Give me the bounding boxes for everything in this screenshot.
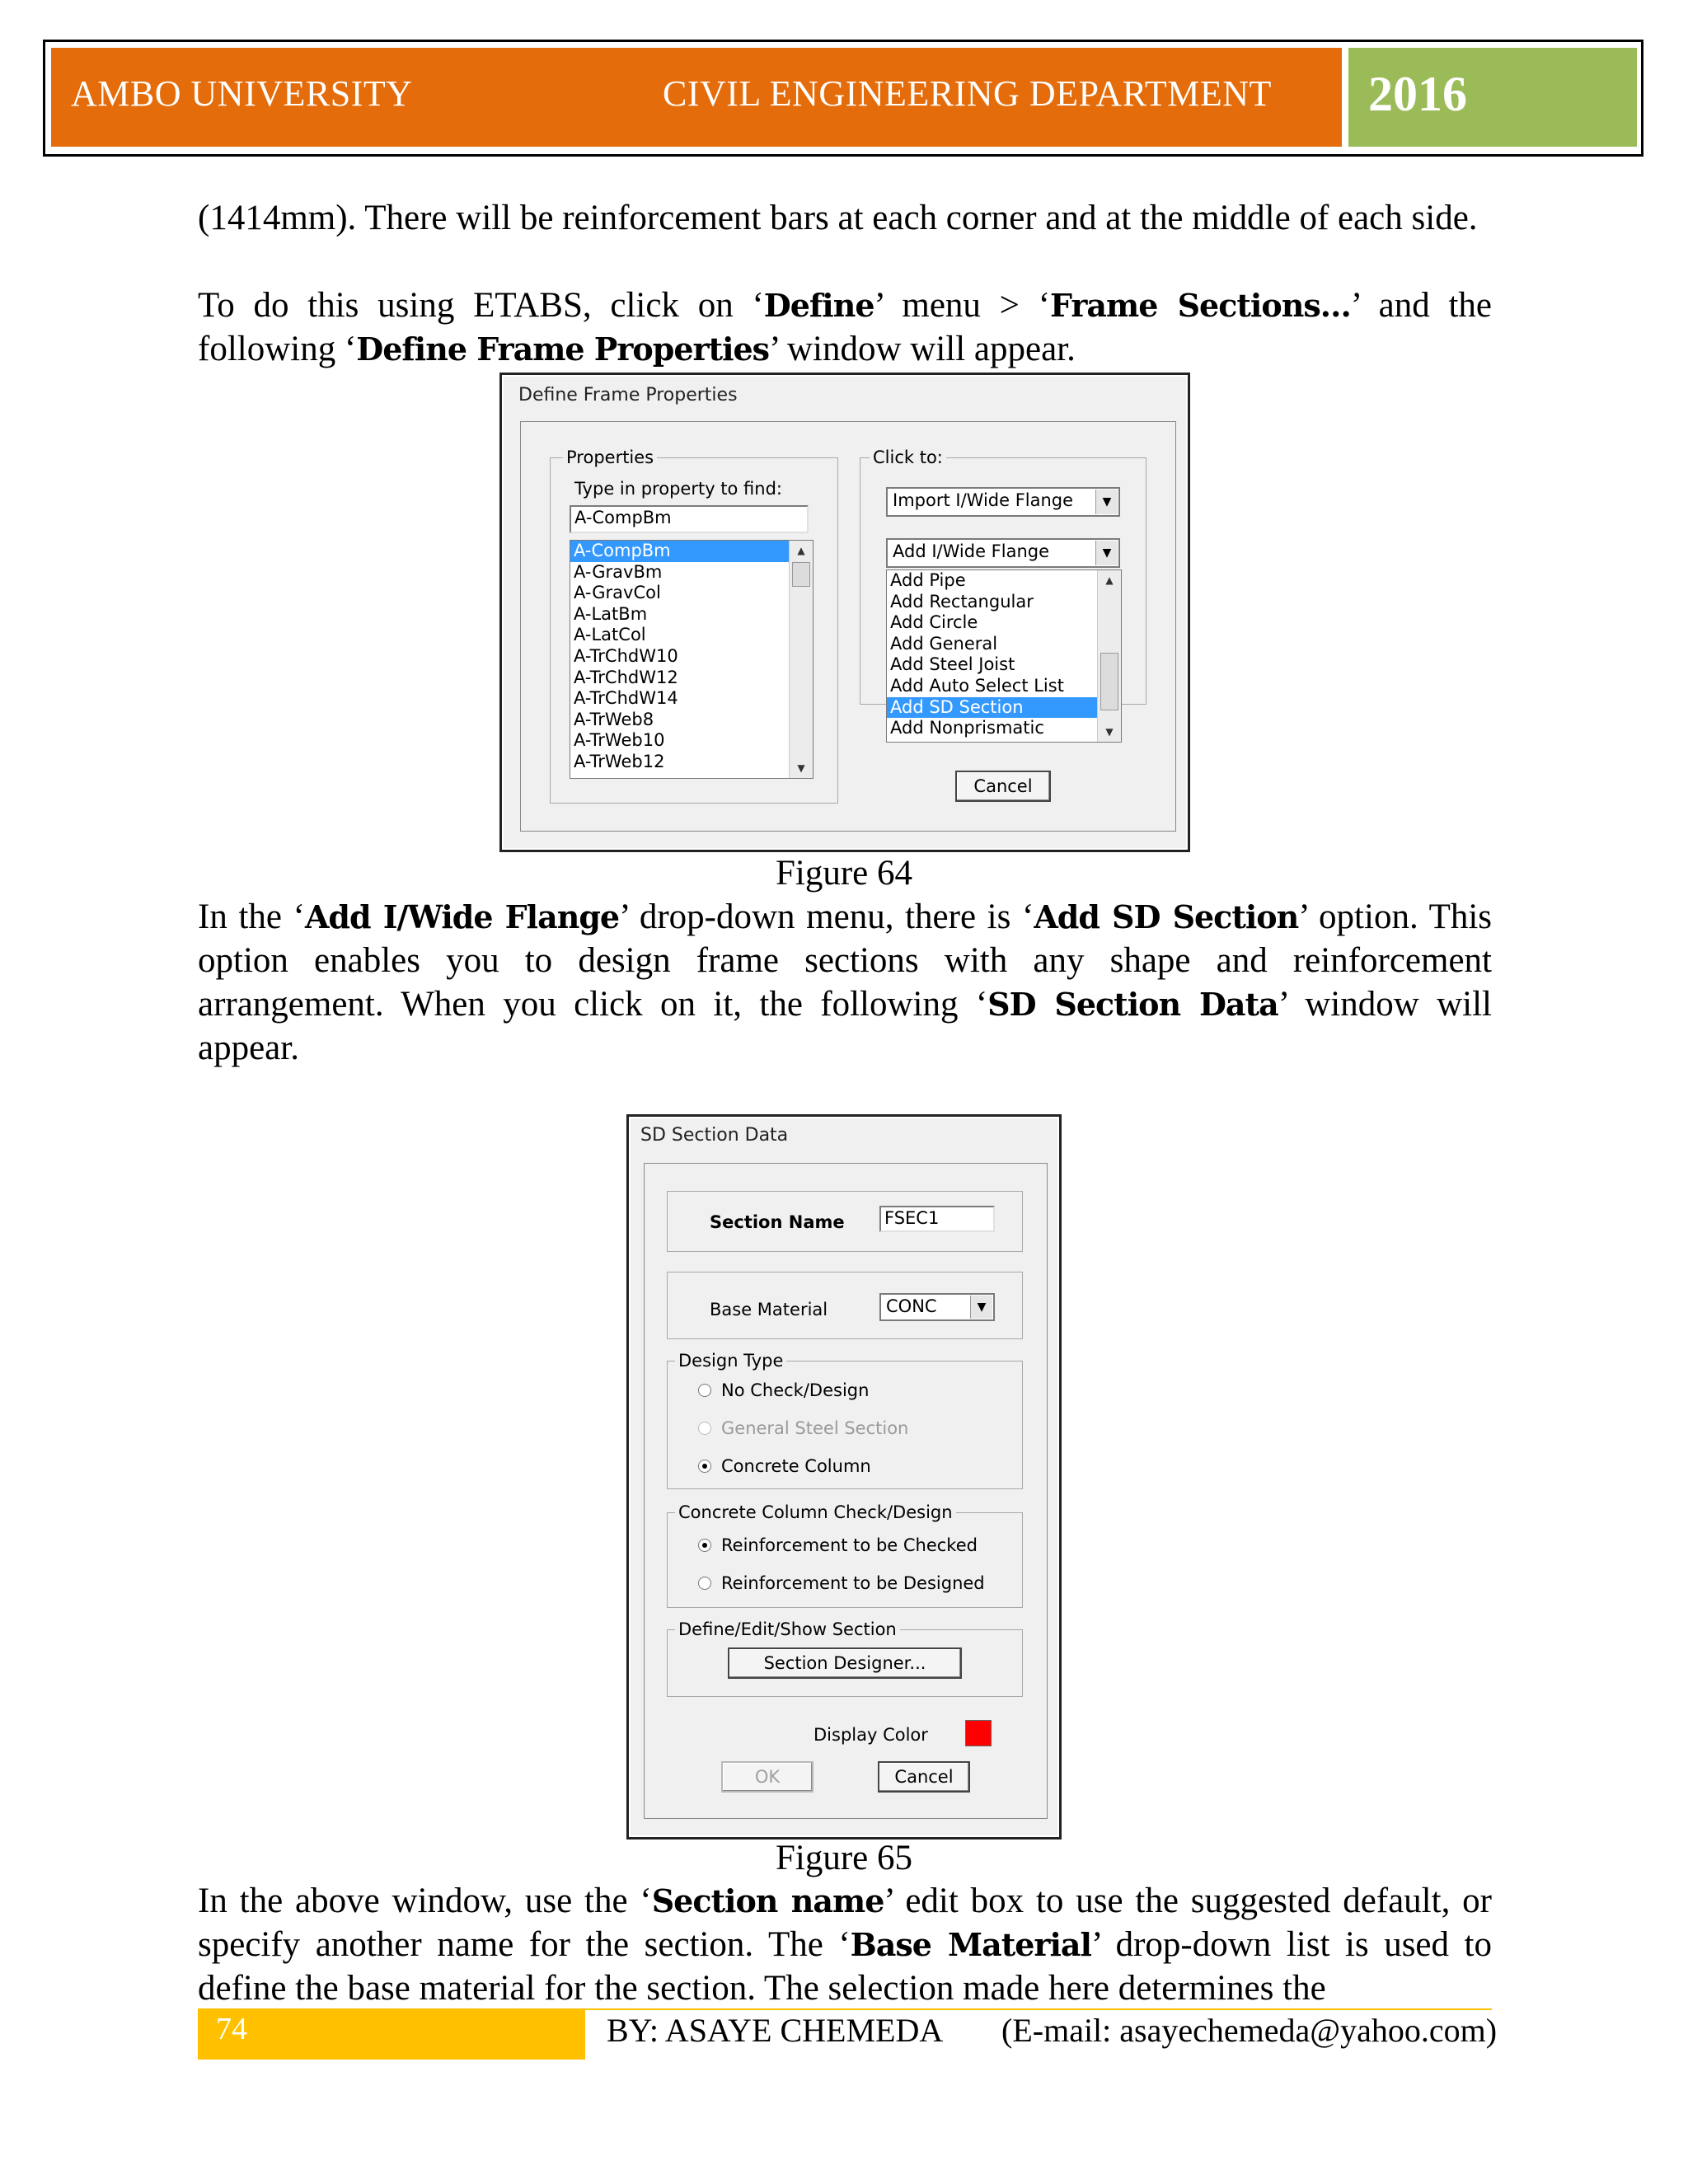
- text-run: In the ‘: [198, 898, 305, 936]
- list-item[interactable]: A-GravBm: [574, 561, 663, 582]
- radio-icon[interactable]: [698, 1422, 711, 1435]
- list-item[interactable]: A-LatCol: [574, 625, 646, 645]
- section-name-input[interactable]: FSEC1: [879, 1206, 995, 1232]
- header-year: 2016: [1368, 67, 1467, 121]
- scroll-down-icon[interactable]: ▼: [1105, 726, 1114, 738]
- chevron-down-icon[interactable]: ▼: [970, 1296, 992, 1319]
- text-run: ’ drop-down list is used to define the base material for the section. The selection made here determines the: [198, 1925, 1493, 2008]
- radio-icon[interactable]: [698, 1460, 711, 1473]
- base-material-value: CONC: [886, 1296, 937, 1316]
- dropdown-option[interactable]: Add Steel Joist: [890, 654, 1015, 675]
- add-shape-dropdown-list[interactable]: [886, 569, 1122, 743]
- scroll-up-icon[interactable]: ▲: [1105, 574, 1114, 586]
- dropdown-option[interactable]: Add General: [890, 633, 998, 654]
- text-run: ’ menu > ‘: [874, 286, 1051, 325]
- list-item[interactable]: A-CompBm: [570, 541, 790, 562]
- radio-reinforcement-designed[interactable]: [698, 1573, 985, 1593]
- section-designer-button[interactable]: Section Designer...: [728, 1647, 962, 1679]
- cancel-button[interactable]: Cancel: [955, 771, 1051, 802]
- radio-icon[interactable]: [698, 1539, 711, 1552]
- text-run: ’ option. This option enables you to design frame sections with any shape and reinforcement arrangement. When you click on it, the following ‘: [198, 898, 1493, 1024]
- radio-label: No Check/Design: [721, 1380, 870, 1400]
- import-combo-value: Import I/Wide Flange: [893, 490, 1074, 510]
- text-run: To do this using ETABS, click on ‘: [198, 286, 764, 325]
- bold-section-name: Section name: [651, 1882, 884, 1919]
- paragraph-section-name: [198, 1879, 1492, 2010]
- display-color-label: Display Color: [814, 1725, 928, 1745]
- column-check-label: Concrete Column Check/Design: [675, 1502, 956, 1522]
- text-run: ’ window will appear.: [198, 985, 1492, 1067]
- define-frame-properties-window: [499, 373, 1190, 852]
- ok-button[interactable]: OK: [721, 1761, 814, 1793]
- radio-reinforcement-checked[interactable]: [698, 1535, 978, 1555]
- design-type-label: Design Type: [675, 1351, 786, 1371]
- add-shape-options: [887, 570, 1121, 739]
- radio-label: General Steel Section: [721, 1418, 909, 1438]
- scroll-thumb[interactable]: [792, 562, 810, 587]
- radio-concrete-column[interactable]: [698, 1456, 871, 1476]
- bold-define-frame-properties: Define Frame Properties: [356, 330, 770, 368]
- list-item[interactable]: A-TrChdW14: [574, 688, 678, 709]
- property-list[interactable]: [570, 540, 814, 779]
- footer-rule: [585, 2008, 1492, 2010]
- figure-65-caption: Figure 65: [775, 1839, 913, 1877]
- chevron-down-icon[interactable]: ▼: [1095, 541, 1118, 565]
- radio-label: Concrete Column: [721, 1456, 871, 1476]
- display-color-swatch[interactable]: [965, 1720, 992, 1746]
- figure-64-caption: Figure 64: [775, 854, 913, 893]
- list-item[interactable]: A-TrWeb8: [574, 709, 654, 729]
- window-title: Define Frame Properties: [518, 385, 738, 405]
- radio-general-steel-section[interactable]: [698, 1418, 908, 1438]
- list-item[interactable]: A-TrChdW12: [574, 667, 678, 687]
- scroll-down-icon[interactable]: ▼: [797, 762, 805, 774]
- header-department: CIVIL ENGINEERING DEPARTMENT: [663, 73, 1272, 114]
- dropdown-option[interactable]: Add Rectangular: [890, 591, 1034, 612]
- bold-base-material: Base Material: [850, 1926, 1091, 1963]
- list-item[interactable]: A-TrChdW10: [574, 645, 678, 666]
- chevron-down-icon[interactable]: ▼: [1095, 490, 1118, 514]
- footer-yellow-band: [198, 2008, 585, 2060]
- bold-add-sd-section: Add SD Section: [1034, 898, 1299, 935]
- find-label: Type in property to find:: [574, 479, 782, 499]
- dropdown-scrollbar[interactable]: [1097, 570, 1121, 742]
- property-list-scrollbar[interactable]: [789, 541, 813, 778]
- bold-sd-section-data: SD Section Data: [987, 986, 1278, 1023]
- add-shape-combo[interactable]: [886, 538, 1120, 568]
- dropdown-option[interactable]: Add Auto Select List: [890, 675, 1064, 696]
- window-title: SD Section Data: [640, 1125, 789, 1146]
- footer-author: BY: ASAYE CHEMEDA: [607, 2012, 944, 2049]
- section-name-label: Section Name: [710, 1212, 845, 1232]
- property-find-input[interactable]: A-CompBm: [570, 505, 809, 533]
- bold-add-wide-flange: Add I/Wide Flange: [304, 898, 620, 935]
- text-run: ’ drop-down menu, there is ‘: [619, 898, 1034, 936]
- list-item[interactable]: A-TrWeb12: [574, 751, 665, 771]
- radio-icon[interactable]: [698, 1384, 711, 1397]
- base-material-combo[interactable]: [879, 1293, 995, 1321]
- footer-email: (E-mail: asayechemeda@yahoo.com): [1001, 2012, 1498, 2049]
- sd-section-data-window: [626, 1114, 1062, 1840]
- import-shape-combo[interactable]: [886, 487, 1120, 517]
- define-section-label: Define/Edit/Show Section: [675, 1619, 900, 1639]
- click-to-label: Click to:: [870, 448, 946, 467]
- base-material-label: Base Material: [710, 1300, 828, 1319]
- paragraph-define-menu: [198, 284, 1492, 371]
- paragraph-add-sd-section: [198, 895, 1492, 1070]
- text-run: ’ edit box to use the suggested default, or specify another name for the section. The ‘: [198, 1882, 1492, 1964]
- dropdown-option[interactable]: Add Circle: [890, 612, 978, 633]
- list-item[interactable]: A-LatBm: [574, 603, 648, 624]
- bold-define: Define: [763, 287, 874, 324]
- scroll-up-icon[interactable]: ▲: [797, 545, 805, 556]
- scroll-thumb[interactable]: [1100, 653, 1118, 710]
- dropdown-option[interactable]: Add Pipe: [890, 570, 966, 590]
- radio-no-check-design[interactable]: [698, 1380, 869, 1400]
- page-number: 74: [216, 2012, 247, 2046]
- list-item[interactable]: A-GravCol: [574, 583, 661, 603]
- bold-frame-sections: Frame Sections…: [1050, 287, 1351, 324]
- header-university: AMBO UNIVERSITY: [71, 73, 413, 114]
- text-run: In the above window, use the ‘: [198, 1882, 652, 1920]
- text-run: ’ window will appear.: [769, 330, 1076, 368]
- dropdown-option[interactable]: Add Nonprismatic: [890, 718, 1044, 738]
- column-check-group: [667, 1512, 1023, 1608]
- dropdown-option[interactable]: Add SD Section: [887, 697, 1098, 719]
- cancel-button[interactable]: Cancel: [878, 1761, 970, 1793]
- properties-group-label: Properties: [563, 448, 657, 467]
- radio-label: Reinforcement to be Designed: [721, 1573, 985, 1593]
- radio-icon[interactable]: [698, 1577, 711, 1590]
- property-list-items: [570, 541, 813, 773]
- list-item[interactable]: A-TrWeb10: [574, 730, 665, 751]
- paragraph-intro: (1414mm). There will be reinforcement bars at each corner and at the middle of each side.: [198, 199, 1478, 237]
- text-run: ’ and the following ‘: [198, 286, 1493, 368]
- radio-label: Reinforcement to be Checked: [721, 1535, 978, 1555]
- add-combo-value: Add I/Wide Flange: [893, 541, 1050, 561]
